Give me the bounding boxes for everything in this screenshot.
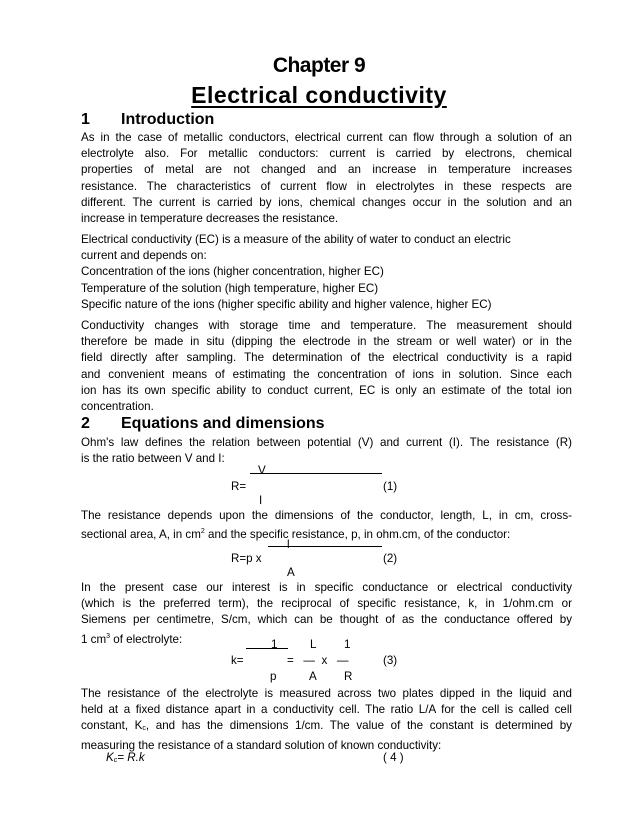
eq4-number: ( 4 ) — [383, 751, 404, 764]
intro-paragraph-3 — [81, 318, 572, 415]
equations-paragraph-1 — [81, 435, 572, 467]
eq3-numerator-2: L — [310, 638, 317, 651]
text-line: The resistance of the electrolyte is measured across two plates dipped in the liquid and — [81, 687, 572, 700]
text-line: (which is the preferred term), the reciprocal of specific resistance, k, in 1/ohm.cm or — [81, 597, 572, 611]
eq3-number: (3) — [383, 654, 398, 667]
text-line: Concentration of the ions (higher concentration, higher EC) — [81, 265, 384, 279]
eq3-numerator-3: 1 — [344, 638, 351, 651]
eq3-operators: = — x — — [287, 654, 349, 667]
eq1-denominator: I — [259, 494, 263, 507]
text-line: Ohm's law defines the relation between potential (V) and current (I). The resistance (R) — [81, 436, 572, 449]
section-number: 1 — [81, 111, 90, 128]
text-line: concentration. — [81, 400, 154, 414]
eq3-fraction-bar — [246, 648, 288, 649]
text-line: measuring the resistance of a standard solution of known conductivity: — [81, 738, 442, 752]
text-line: properties of metal are not changed and an increase in temperature increases — [81, 163, 572, 177]
section-title: Introduction — [121, 111, 215, 128]
text-line: electrolyte also. For metallic conductors: current is carried by electrons, chemical — [81, 147, 572, 161]
text-line: is the ratio between V and I: — [81, 452, 225, 466]
equations-paragraph-3 — [81, 580, 572, 648]
eq3-denominator-2: A — [309, 670, 317, 683]
eq2-denominator: A — [287, 566, 295, 579]
eq2-number: (2) — [383, 552, 398, 565]
eq1-numerator: V — [258, 464, 266, 477]
text-line: and convenient means of estimating the concentration of ions in solution. Since each — [81, 367, 572, 381]
eq3-lhs: k= — [231, 654, 244, 667]
text-line: field directly after sampling. The determination of the electrical conductivity is a rapid — [81, 351, 572, 365]
text-line: Siemens per centimetre, S/cm, which can be thought of as the conductance offered by — [81, 613, 572, 627]
text-line: increase in temperature decreases the resistance. — [81, 212, 339, 226]
text-line: Electrical conductivity (EC) is a measure of the ability of water to conduct an electric — [81, 233, 511, 246]
text-line: 1 $cm^3$ of electrolyte: — [81, 632, 183, 646]
text-line: resistance. The characteristics of current flow in electrolytes in these respects are — [81, 179, 572, 193]
text-line: therefore be made in situ (dipping the electrode in the stream or well water) or in the — [81, 335, 572, 349]
text-line: Specific nature of the ions (higher specific ability and higher valence, higher EC) — [81, 297, 492, 311]
equations-paragraph-4 — [81, 686, 572, 754]
eq3-denominator-3: R — [344, 670, 353, 683]
equations-paragraph-2 — [81, 508, 572, 543]
eq2-fraction-bar — [268, 546, 382, 547]
text-line: different. The current is carried by ions, chemical changes occur in the solution and an — [81, 195, 572, 209]
section-title: Equations and dimensions — [121, 415, 325, 432]
text-line: As in the case of metallic conductors, electrical current can flow through a solution of an — [81, 131, 572, 144]
eq2-lhs: R=p x — [231, 552, 262, 565]
text-line: held at a fixed distance apart in a conductivity cell. The ratio L/A for the cell is called cell — [81, 703, 572, 717]
eq1-fraction-bar — [250, 473, 382, 474]
section-heading-introduction — [81, 111, 214, 129]
eq4-expression: $K_c= R.k$ — [106, 751, 145, 764]
text-line: Conductivity changes with storage time and temperature. The measurement should — [81, 319, 572, 332]
text-line: current and depends on: — [81, 249, 207, 263]
intro-paragraph-1 — [81, 130, 572, 227]
section-heading-equations — [81, 415, 325, 433]
text-line: Temperature of the solution (high temperature, higher EC) — [81, 281, 379, 295]
text-line: The resistance depends upon the dimensions of the conductor, length, L, in cm, cross- — [81, 509, 572, 522]
text-line: constant, $K_c$, and has the dimensions 1/cm. The value of the constant is determined by — [81, 719, 572, 733]
text-line: sectional area, A, in $cm^2$ and the specific resistance, p, in ohm.cm, of the conductor: — [81, 528, 511, 542]
section-number: 2 — [81, 415, 90, 432]
eq1-number: (1) — [383, 480, 398, 493]
eq3-numerator-1: 1 — [271, 638, 278, 651]
page-title: Electrical conductivity — [191, 82, 447, 108]
text-line: In the present case our interest is in specific conductance or electrical conductivity — [81, 581, 572, 594]
text-line: ion has its own specific ability to conduct current, EC is only an estimate of the total ion — [81, 383, 572, 397]
eq2-numerator: l — [287, 538, 290, 551]
eq3-denominator-1: p — [270, 670, 277, 683]
intro-paragraph-2 — [81, 232, 572, 313]
chapter-label: Chapter 9 — [272, 54, 366, 77]
eq1-lhs: R= — [231, 480, 247, 493]
